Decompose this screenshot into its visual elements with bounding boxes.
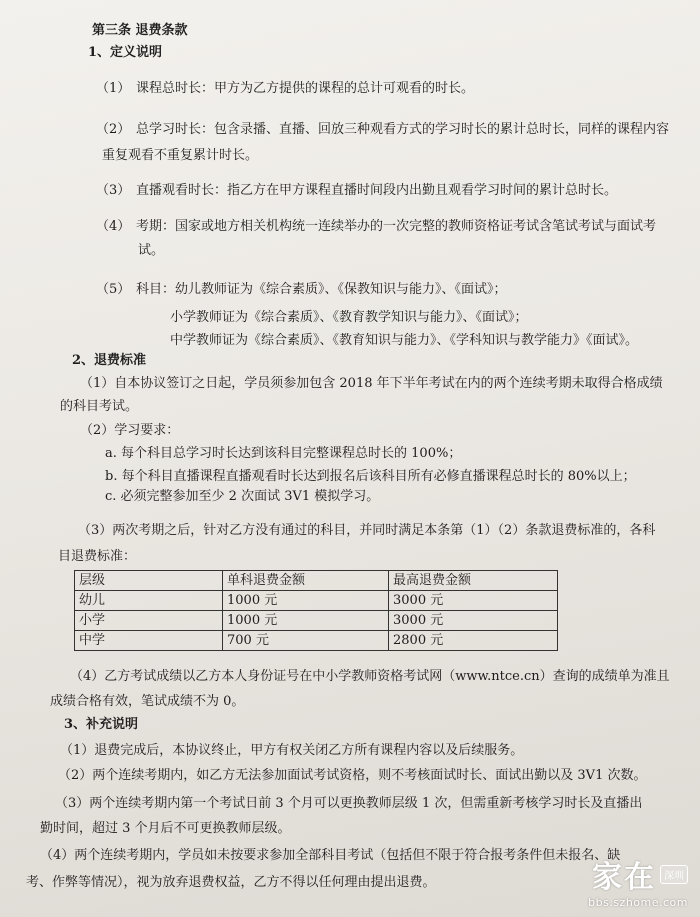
refund-para-3-cont: 目退费标准： [58,549,137,564]
table-cell: 1000 元 [223,611,389,631]
item-text: 总学习时长：包含录播、直播、回放三种观看方式的学习时长的累计总时长，同样的课程内容 [136,122,670,137]
table-cell: 700 元 [223,631,389,651]
definition-item-3 [96,182,617,200]
definition-item-5 [96,281,507,299]
watermark-badge: 深圳 [660,865,688,884]
refund-table [74,570,558,651]
table-row [75,631,558,651]
table-header-cell: 单科退费金额 [223,571,389,591]
table-cell: 1000 元 [223,591,389,611]
definition-item-1 [96,80,474,98]
section-heading-definitions: 1、定义说明 [88,45,163,60]
definition-item-4 [96,218,656,236]
requirement-a: a. 每个科目总学习时长达到该科目完整课程总时长的 100%； [105,446,462,461]
table-header-cell: 最高退费金额 [389,571,558,591]
section-heading-refund-standard: 2、退费标准 [72,353,147,368]
item-number: （4） [96,219,131,234]
table-header-row [75,571,558,591]
table-cell: 3000 元 [389,591,558,611]
subjects-middle: 中学教师证为《综合素质》、《教育知识与能力》、《学科知识与教学能力》《面试》。 [170,333,639,348]
supplement-para-2: （2）两个连续考期内，如乙方无法参加面试考试资格，则不考核面试时长、面试出勤以及 3V1 次数。 [58,768,647,783]
supplement-para-1: （1）退费完成后，本协议终止，甲方有权关闭乙方所有课程内容以及后续服务。 [60,743,524,758]
table-cell: 幼儿 [75,591,223,611]
item-text: 课程总时长：甲方为乙方提供的课程的总计可观看的时长。 [136,81,475,96]
subjects-primary: 小学教师证为《综合素质》、《教育教学知识与能力》、《面试》； [170,310,528,325]
section-heading-supplementary: 3、补充说明 [64,717,139,732]
refund-para-1: （1）自本协议签订之日起，学员须参加包含 2018 年下半年考试在内的两个连续考期未取得合格成绩 [80,376,663,391]
item-text: 考期：国家或地方相关机构统一连续举办的一次完整的教师资格证考试含笔试考试与面试考 [136,219,657,234]
item-number: （2） [96,122,131,137]
table-cell: 小学 [75,611,223,631]
requirement-b: b. 每个科目直播课程直播观看时长达到报名后该科目所有必修直播课程总时长的 80%以上； [105,469,636,484]
definition-item-4-cont: 试。 [138,243,165,258]
item-text: 直播观看时长：指乙方在甲方课程直播时间段内出勤且观看学习时间的累计总时长。 [136,183,618,198]
table-row [75,591,558,611]
watermark-main-text: 家在 [592,860,656,895]
refund-para-4: （4）乙方考试成绩以乙方本人身份证号在中小学教师资格考试网（www.ntce.cn）查询的成绩单为准且 [70,669,670,684]
article-title: 第三条 退费条款 [92,23,188,38]
refund-para-1-cont: 的科目考试。 [60,399,139,414]
definition-item-2-cont: 重复观看不重复累计时长。 [102,148,259,163]
table-cell: 3000 元 [389,611,558,631]
requirement-c: c. 必须完整参加至少 2 次面试 3V1 模拟学习。 [105,489,380,504]
item-number: （1） [96,81,131,96]
item-number: （5） [96,282,131,297]
item-number: （3） [96,183,131,198]
supplement-para-3-cont: 勤时间，超过 3 个月后不可更换教师层级。 [40,821,291,836]
refund-para-3: （3）两次考期之后，针对乙方没有通过的科目，并同时满足本条第（1）（2）条款退费标准的，各科 [78,523,656,538]
supplement-para-4: （4）两个连续考期内，学员如未按要求参加全部科目考试（包括但不限于符合报考条件但未报名、缺 [40,848,621,863]
watermark [588,852,688,909]
table-row [75,611,558,631]
supplement-para-3: （3）两个连续考期内第一个考试日前 3 个月可以更换教师层级 1 次，但需重新考核学习时长及直播出 [55,796,643,811]
watermark-logo [588,852,688,896]
table-header-cell: 层级 [75,571,223,591]
table-cell: 2800 元 [389,631,558,651]
table-cell: 中学 [75,631,223,651]
refund-para-4-cont: 成绩合格有效，笔试成绩不为 0。 [50,694,245,709]
item-text: 科目：幼儿教师证为《综合素质》、《保教知识与能力》、《面试》； [136,282,507,297]
supplement-para-4-cont: 考、作弊等情况），视为放弃退费权益，乙方不得以任何理由提出退费。 [26,875,436,890]
definition-item-2 [96,121,669,139]
watermark-url: bbs.szhome.com [588,896,688,909]
refund-para-2: （2）学习要求： [80,423,180,438]
